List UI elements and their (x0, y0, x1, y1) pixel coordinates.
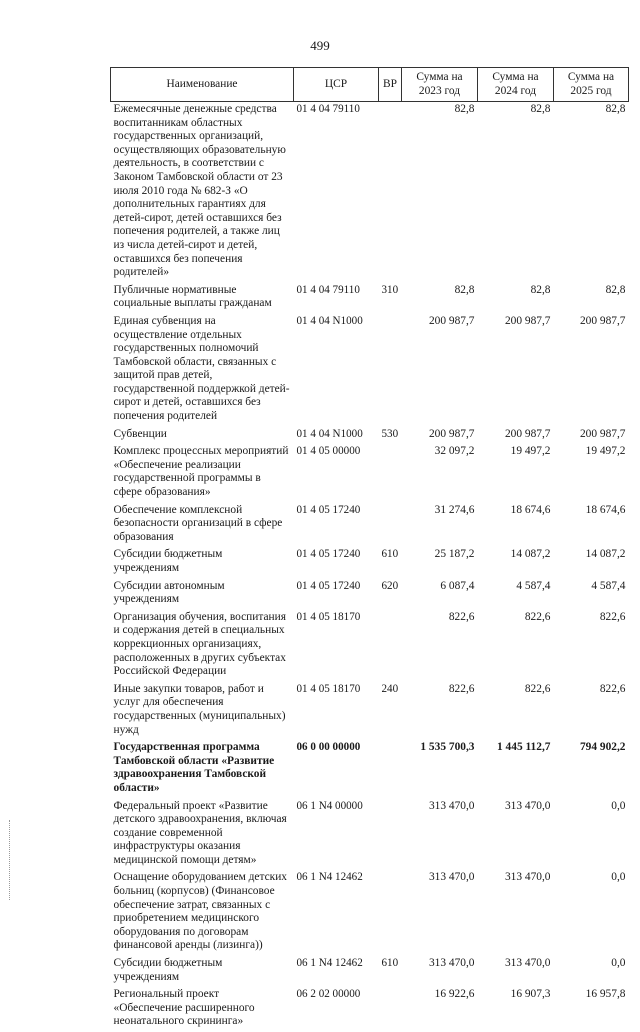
table-row (111, 956, 629, 987)
table-body (111, 102, 629, 1032)
cell-name: Обеспечение комплексной безопасности организаций в сфере образования (111, 503, 294, 548)
cell-csr: 01 4 05 18170 (294, 682, 379, 740)
cell-sum-2023: 82,8 (402, 283, 478, 314)
cell-sum-2024: 313 470,0 (478, 956, 554, 987)
table-row (111, 427, 629, 445)
cell-sum-2024: 200 987,7 (478, 314, 554, 427)
cell-sum-2025: 0,0 (554, 870, 629, 956)
table-row (111, 682, 629, 740)
table-row (111, 579, 629, 610)
cell-sum-2025: 0,0 (554, 799, 629, 871)
cell-vr (379, 314, 402, 427)
cell-csr: 01 4 05 18170 (294, 610, 379, 682)
cell-csr: 01 4 05 00000 (294, 444, 379, 502)
table-row (111, 547, 629, 578)
table-row (111, 314, 629, 427)
cell-sum-2024: 16 907,3 (478, 987, 554, 1032)
header-vr: ВР (379, 68, 402, 102)
cell-csr: 01 4 05 17240 (294, 547, 379, 578)
table-row (111, 870, 629, 956)
cell-csr: 01 4 04 N1000 (294, 427, 379, 445)
cell-sum-2025: 82,8 (554, 283, 629, 314)
cell-sum-2025: 18 674,6 (554, 503, 629, 548)
cell-sum-2023: 313 470,0 (402, 799, 478, 871)
cell-sum-2025: 14 087,2 (554, 547, 629, 578)
cell-name: Иные закупки товаров, работ и услуг для обеспечения государственных (муниципальных) нужд (111, 682, 294, 740)
cell-name: Субвенции (111, 427, 294, 445)
cell-sum-2024: 14 087,2 (478, 547, 554, 578)
cell-sum-2023: 822,6 (402, 682, 478, 740)
cell-sum-2023: 1 535 700,3 (402, 740, 478, 798)
cell-csr: 01 4 04 79110 (294, 283, 379, 314)
table-row (111, 283, 629, 314)
cell-sum-2023: 313 470,0 (402, 956, 478, 987)
cell-sum-2025: 0,0 (554, 956, 629, 987)
cell-csr: 01 4 04 N1000 (294, 314, 379, 427)
cell-vr (379, 503, 402, 548)
cell-sum-2023: 313 470,0 (402, 870, 478, 956)
page-number: 499 (0, 38, 640, 54)
cell-name: Субсидии автономным учреждениям (111, 579, 294, 610)
cell-vr: 610 (379, 547, 402, 578)
binding-margin-marks (9, 820, 11, 900)
cell-csr: 06 1 N4 12462 (294, 870, 379, 956)
cell-sum-2024: 1 445 112,7 (478, 740, 554, 798)
cell-sum-2023: 32 097,2 (402, 444, 478, 502)
cell-name: Ежемесячные денежные средства воспитанникам областных государственных организаций, осуществляющих образовательную деятельность, в соответствии с Законом Тамбовской области от 23 июля 2010 года № 682-З «О дополнительных гарантиях для детей-сирот, детей оставшихся без попечения родителей, а также лиц из числа детей-сирот и детей, оставшихся без попечения родителей» (111, 102, 294, 283)
table-row (111, 740, 629, 798)
cell-sum-2023: 16 922,6 (402, 987, 478, 1032)
cell-vr (379, 740, 402, 798)
table-row (111, 444, 629, 502)
cell-csr: 01 4 04 79110 (294, 102, 379, 283)
table-header (111, 68, 629, 102)
header-sum-2025: Сумма на 2025 год (554, 68, 629, 102)
cell-sum-2025: 4 587,4 (554, 579, 629, 610)
cell-name: Субсидии бюджетным учреждениям (111, 547, 294, 578)
cell-sum-2025: 19 497,2 (554, 444, 629, 502)
cell-sum-2024: 82,8 (478, 283, 554, 314)
cell-csr: 01 4 05 17240 (294, 579, 379, 610)
cell-name: Оснащение оборудованием детских больниц (корпусов) (Финансовое обеспечение затрат, связанных с приобретением медицинского оборудования по договорам финансовой аренды (лизинга)) (111, 870, 294, 956)
cell-vr: 620 (379, 579, 402, 610)
cell-sum-2024: 822,6 (478, 682, 554, 740)
cell-sum-2023: 82,8 (402, 102, 478, 283)
cell-sum-2025: 16 957,8 (554, 987, 629, 1032)
cell-name: Государственная программа Тамбовской области «Развитие здравоохранения Тамбовской области» (111, 740, 294, 798)
table-row (111, 610, 629, 682)
cell-sum-2025: 200 987,7 (554, 314, 629, 427)
cell-csr: 06 2 02 00000 (294, 987, 379, 1032)
table-row (111, 102, 629, 283)
cell-name: Региональный проект «Обеспечение расширенного неонатального скрининга» (111, 987, 294, 1032)
cell-sum-2023: 200 987,7 (402, 427, 478, 445)
cell-csr: 06 1 N4 12462 (294, 956, 379, 987)
cell-vr: 310 (379, 283, 402, 314)
budget-table (110, 67, 629, 1032)
cell-name: Субсидии бюджетным учреждениям (111, 956, 294, 987)
cell-sum-2025: 82,8 (554, 102, 629, 283)
header-sum-2023: Сумма на 2023 год (402, 68, 478, 102)
cell-name: Публичные нормативные социальные выплаты гражданам (111, 283, 294, 314)
cell-sum-2024: 4 587,4 (478, 579, 554, 610)
cell-vr (379, 870, 402, 956)
cell-sum-2024: 82,8 (478, 102, 554, 283)
cell-sum-2023: 25 187,2 (402, 547, 478, 578)
cell-csr: 06 1 N4 00000 (294, 799, 379, 871)
cell-vr (379, 444, 402, 502)
table-row (111, 987, 629, 1032)
cell-vr: 240 (379, 682, 402, 740)
cell-sum-2025: 794 902,2 (554, 740, 629, 798)
cell-sum-2023: 31 274,6 (402, 503, 478, 548)
cell-name: Комплекс процессных мероприятий «Обеспечение реализации государственной программы в сфере образования» (111, 444, 294, 502)
cell-sum-2024: 822,6 (478, 610, 554, 682)
table-row (111, 503, 629, 548)
header-sum-2024: Сумма на 2024 год (478, 68, 554, 102)
cell-name: Единая субвенция на осуществление отдельных государственных полномочий Тамбовской области, связанных с защитой прав детей, государственной поддержкой детей-сирот и детей, оставшихся без попечения родителей (111, 314, 294, 427)
cell-sum-2023: 822,6 (402, 610, 478, 682)
cell-name: Организация обучения, воспитания и содержания детей в специальных коррекционных организациях, расположенных в других субъектах Российской Федерации (111, 610, 294, 682)
cell-vr: 610 (379, 956, 402, 987)
cell-vr: 530 (379, 427, 402, 445)
cell-sum-2024: 313 470,0 (478, 870, 554, 956)
cell-vr (379, 987, 402, 1032)
cell-sum-2024: 313 470,0 (478, 799, 554, 871)
table-row (111, 799, 629, 871)
cell-vr (379, 799, 402, 871)
header-csr: ЦСР (294, 68, 379, 102)
cell-sum-2024: 19 497,2 (478, 444, 554, 502)
cell-sum-2023: 200 987,7 (402, 314, 478, 427)
cell-csr: 01 4 05 17240 (294, 503, 379, 548)
header-name: Наименование (111, 68, 294, 102)
cell-sum-2024: 18 674,6 (478, 503, 554, 548)
cell-sum-2025: 200 987,7 (554, 427, 629, 445)
cell-sum-2025: 822,6 (554, 610, 629, 682)
cell-csr: 06 0 00 00000 (294, 740, 379, 798)
cell-sum-2023: 6 087,4 (402, 579, 478, 610)
cell-sum-2025: 822,6 (554, 682, 629, 740)
cell-name: Федеральный проект «Развитие детского здравоохранения, включая создание современной инфраструктуры оказания медицинской помощи детям» (111, 799, 294, 871)
cell-sum-2024: 200 987,7 (478, 427, 554, 445)
cell-vr (379, 610, 402, 682)
cell-vr (379, 102, 402, 283)
